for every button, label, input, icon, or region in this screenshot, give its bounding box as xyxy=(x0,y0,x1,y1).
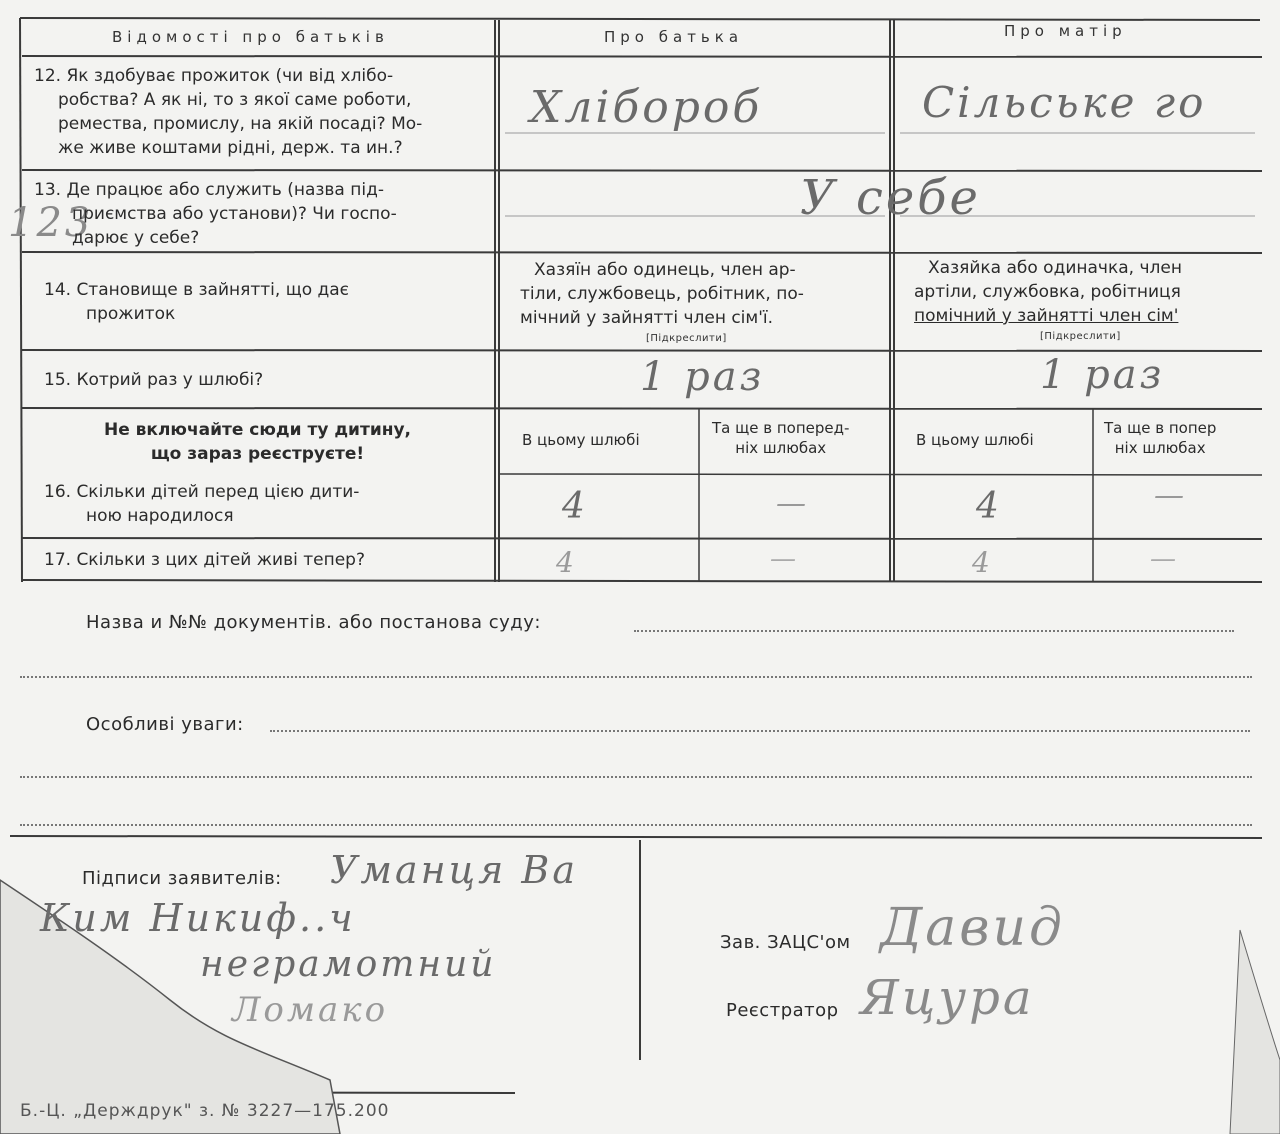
children-note-line-2: що зараз реєструєте! xyxy=(150,444,365,464)
q14-mother-line-2: артіли, службовка, робітниця xyxy=(914,282,1181,302)
father-previous-marriages xyxy=(712,418,849,458)
q14-father-line-2: тіли, службовець, робітник, по- xyxy=(520,284,804,304)
question-12 xyxy=(34,64,422,160)
documents-label: Назва и №№ документів. або постанова суду: xyxy=(86,612,541,633)
q17-mother-prev: — xyxy=(1150,544,1179,574)
margin-number: 123 xyxy=(8,200,94,246)
father-in-this-marriage: В цьому шлюбі xyxy=(522,431,640,449)
mother-prev-line-2: ніх шлюбах xyxy=(1114,439,1206,457)
question-17: 17. Скільки з цих дітей живі тепер? xyxy=(44,550,365,570)
children-note-line-1: Не включайте сюди ту дитину, xyxy=(104,420,412,440)
q14-mother-line-3: помічний у зайнятті член сім' xyxy=(914,306,1179,326)
applicant-signature-line-4: Ломако xyxy=(232,990,389,1030)
q15-mother-answer: 1 раз xyxy=(1040,352,1165,398)
q16-father-prev: — xyxy=(776,486,809,521)
question-15: 15. Котрий раз у шлюбі? xyxy=(44,370,264,390)
q14-mother-line-1: Хазяйка або одиначка, член xyxy=(928,258,1182,278)
q12-line-2: робства? А як ні, то з якої саме роботи, xyxy=(58,90,412,110)
zags-head-label: Зав. ЗАЦС'ом xyxy=(720,932,851,953)
q14-father-underline-note: [Підкреслити] xyxy=(646,333,727,344)
q16-line-2: ною народилося xyxy=(86,506,234,526)
zags-head-signature: Давид xyxy=(880,898,1065,958)
q16-father-this: 4 xyxy=(562,486,588,527)
q16-mother-this: 4 xyxy=(976,486,1002,527)
header-mother: Про матір xyxy=(1004,22,1127,40)
remarks-line-2 xyxy=(20,776,1252,778)
q14-mother-options xyxy=(914,256,1182,328)
remarks-line-3 xyxy=(20,824,1252,826)
q12-line-1: 12. Як здобуває прожиток (чи від хлібо- xyxy=(34,66,394,86)
printer-footer: Б.-Ц. „Держдрук" з. № 3227—175.200 xyxy=(20,1101,390,1121)
mother-prev-line-1: Та ще в попер xyxy=(1104,419,1217,437)
mother-previous-marriages xyxy=(1104,418,1216,458)
q14-father-line-3: мічний у зайнятті член сім'ї. xyxy=(520,308,774,328)
father-prev-line-1: Та ще в поперед- xyxy=(712,419,850,437)
applicant-signature-line-3: неграмотний xyxy=(200,944,497,985)
question-13 xyxy=(34,178,397,250)
remarks-label: Особливі уваги: xyxy=(86,714,244,735)
q12-line-4: же живе коштами рідні, держ. та ин.? xyxy=(58,138,403,158)
father-prev-line-2: ніх шлюбах xyxy=(735,439,827,457)
header-father: Про батька xyxy=(604,28,744,46)
q17-mother-this: 4 xyxy=(972,546,993,579)
q16-mother-prev: — xyxy=(1154,478,1187,513)
applicant-signature-line-1: Уманця Ва xyxy=(330,848,578,892)
q12-father-answer: Хлібороб xyxy=(530,82,763,133)
children-note xyxy=(104,418,411,466)
documents-line-2 xyxy=(20,676,1252,678)
registrar-signature: Яцура xyxy=(860,970,1035,1026)
q14-mother-underline-note: [Підкреслити] xyxy=(1040,331,1121,342)
q13-line-1: 13. Де працює або служить (назва під- xyxy=(34,180,384,200)
q14-line-2: прожиток xyxy=(86,304,176,324)
q14-father-line-1: Хазяїн або одинець, член ар- xyxy=(534,260,796,280)
q17-father-prev: — xyxy=(770,544,799,574)
q15-father-answer: 1 раз xyxy=(640,354,765,400)
q13-line-3: дарює у себе? xyxy=(72,228,200,248)
q17-father-this: 4 xyxy=(556,546,577,579)
registrar-label: Реєстратор xyxy=(726,1000,839,1021)
question-14 xyxy=(44,278,349,326)
mother-in-this-marriage: В цьому шлюбі xyxy=(916,431,1034,449)
q12-mother-answer: Сільське го xyxy=(922,78,1207,127)
q16-line-1: 16. Скільки дітей перед цією дити- xyxy=(44,482,360,502)
q14-father-options xyxy=(520,258,804,330)
question-16 xyxy=(44,480,359,528)
q13-line-2: приємства або установи)? Чи госпо- xyxy=(72,204,397,224)
applicants-label: Підписи заявителів: xyxy=(82,868,282,889)
remarks-line-1 xyxy=(270,730,1250,732)
documents-line-1 xyxy=(634,630,1234,632)
applicant-signature-line-2: Ким Никиф..ч xyxy=(40,896,356,940)
q14-line-1: 14. Становище в зайнятті, що дає xyxy=(44,280,350,300)
q12-line-3: ремества, промислу, на якій посаді? Мо- xyxy=(58,114,423,134)
q13-answer: У себе xyxy=(800,170,981,226)
header-parents-info: Відомості про батьків xyxy=(112,28,389,46)
